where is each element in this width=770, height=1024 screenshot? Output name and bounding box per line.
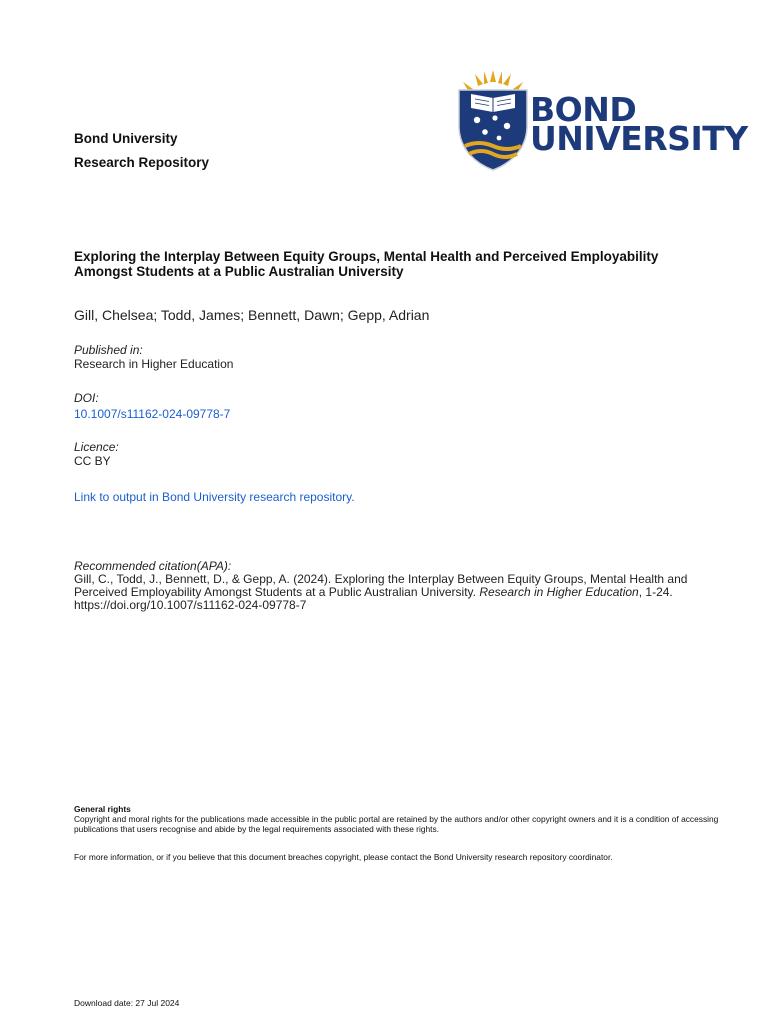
- citation-end: , 1-24. https://doi.org/10.1007/s11162-024-09778-7: [74, 585, 673, 612]
- licence-value: CC BY: [74, 454, 111, 468]
- published-section: [74, 343, 233, 371]
- doi-label: DOI:: [74, 391, 99, 405]
- published-label: Published in:: [74, 343, 143, 357]
- logo-wordmark: [530, 90, 748, 158]
- rights-body: Copyright and moral rights for the publications made accessible in the public portal are retained by the authors and/or other copyright owners and it is a condition of accessing publications that users recognise and abide by the legal requirements associated with these rights.: [74, 814, 719, 834]
- licence-label: Licence:: [74, 440, 119, 454]
- published-value: Research in Higher Education: [74, 357, 234, 371]
- citation-text: [74, 573, 724, 612]
- citation-journal: Research in Higher Education: [479, 585, 639, 599]
- paper-title: Exploring the Interplay Between Equity Groups, Mental Health and Perceived Employability Amongst Students at a Public Australian University: [74, 249, 659, 279]
- logo-word-bond: BOND: [530, 90, 637, 129]
- doi-link[interactable]: 10.1007/s11162-024-09778-7: [74, 407, 231, 421]
- crest-icon: [455, 68, 531, 173]
- licence-section: [74, 440, 119, 468]
- repository-heading: [74, 127, 209, 175]
- citation-main: Gill, C., Todd, J., Bennett, D., & Gepp, A. (2024). Exploring the Interplay Between Equity Groups, Mental Health and Perceived Employability Amongst Students at a Public Australian University.: [74, 572, 688, 599]
- rights-contact: For more information, or if you believe that this document breaches copyright, please contact the Bond University research repository coordinator.: [74, 852, 613, 862]
- logo-word-university: UNIVERSITY: [530, 119, 748, 158]
- general-rights-section: [74, 804, 734, 862]
- repository-output-link[interactable]: Link to output in Bond University research repository.: [74, 490, 355, 504]
- paper-authors: Gill, Chelsea; Todd, James; Bennett, Dawn; Gepp, Adrian: [74, 307, 430, 323]
- repository-link-section: [74, 488, 355, 506]
- citation-section: [74, 560, 724, 612]
- download-date: Download date: 27 Jul 2024: [74, 998, 180, 1008]
- rights-heading: General rights: [74, 804, 131, 814]
- repository-name: Research Repository: [74, 155, 210, 170]
- doi-section: [74, 391, 230, 423]
- citation-label: Recommended citation(APA):: [74, 559, 232, 573]
- institution-name: Bond University: [74, 131, 178, 146]
